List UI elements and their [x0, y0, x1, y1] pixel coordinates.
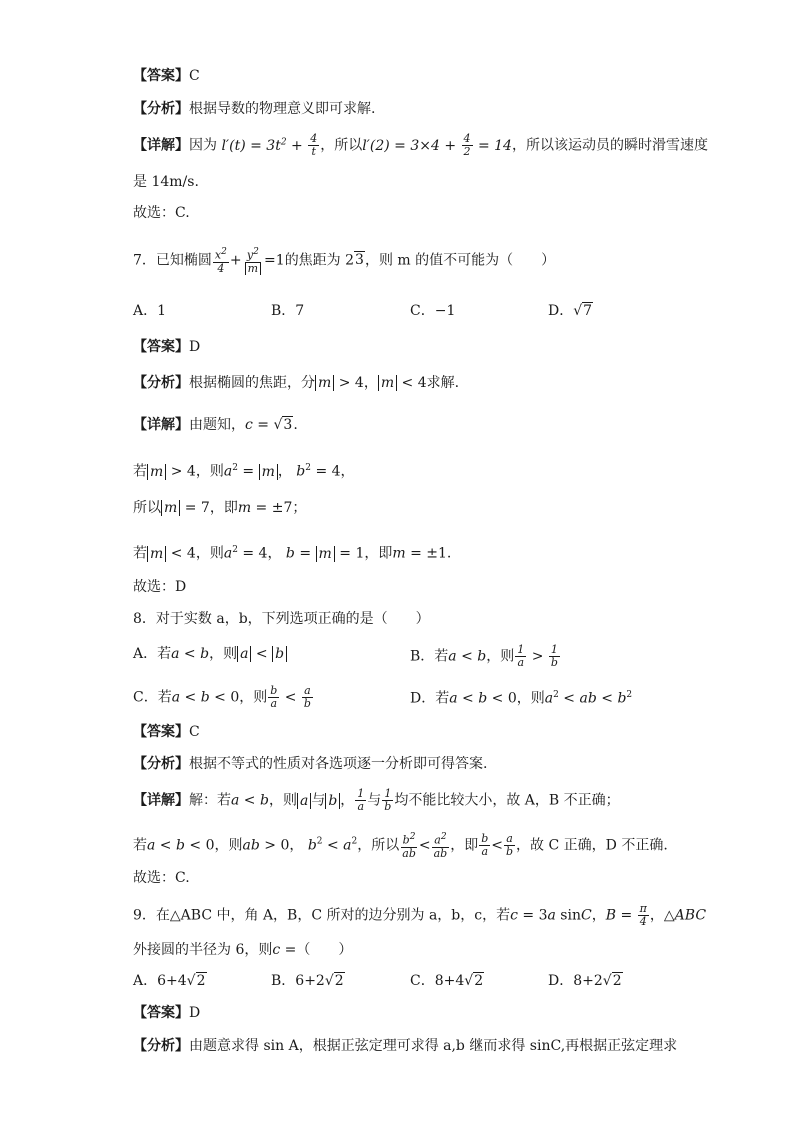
formula: l′(2) = 3×4 + $\frac{4}{2}$ = 14	[362, 132, 512, 159]
answer-value: C	[189, 724, 200, 740]
q7-analysis-line: 【分析】根据椭圆的焦距，分 m > 4， m < 4求解.	[133, 375, 460, 391]
q8-option-a: A．若a < b，则 a < b	[133, 644, 287, 664]
q8-answer-line: 【答案】C	[133, 724, 200, 740]
q9-stem-line-2: 外接圆的半径为 6，则c =（ ）	[133, 942, 353, 958]
detail-tag: 【详解】	[133, 137, 189, 154]
q8-option-c: C．若a < b < 0，则 $\frac{b}{a}$ < $\frac{a}{b}$	[133, 684, 311, 710]
q7-option-a: A．1	[133, 303, 167, 319]
q9-answer-line: 【答案】D	[133, 1005, 201, 1021]
q8-analysis-line: 【分析】根据不等式的性质对各选项逐一分析即可得答案.	[133, 756, 488, 772]
q8-option-d: D．若a < b < 0，则$a^2$ < ab < $b^2$	[410, 690, 633, 707]
q6-answer-line	[133, 66, 200, 86]
q7-detail-line: 【详解】由题知，c = √3.	[133, 417, 298, 433]
q8-stem: 8．对于实数 a，b，下列选项正确的是（ ）	[133, 611, 430, 627]
q7-answer-line: 【答案】D	[133, 339, 201, 355]
q9-option-a: A．6+4√2	[133, 973, 206, 989]
answer-value: D	[189, 1005, 201, 1021]
q9-option-c: C．8+4√2	[410, 973, 484, 989]
q8-conclusion: 故选：C.	[133, 870, 190, 886]
q8-detail-line: 【详解】解：若a < b，则 a 与 b ， $\frac{1}{a}$ 与 $\frac{1}{b}$ 均不能比较大小，故 A，B 不正确；	[133, 787, 620, 813]
formula: $l'(t) = 3t^2$ + $\frac{4}{t}$	[221, 132, 318, 159]
q6-conclusion: 故选：C.	[133, 205, 190, 221]
q6-detail-line-2: 是 14m/s.	[133, 174, 199, 190]
q9-option-d: D．8+2√2	[548, 973, 622, 989]
q7-option-c: C．−1	[410, 303, 456, 319]
formula: $\frac{x^2}{4}$	[214, 247, 227, 275]
q7-detail-line-2: 若 m > 4，则$a^2 = m$ ， $b^2 = 4$，	[133, 463, 355, 480]
q7-option-b: B．7	[271, 303, 305, 319]
q8-option-b: B．若a < b，则 $\frac{1}{a}$ > $\frac{1}{b}$	[410, 643, 558, 669]
q9-analysis-line: 【分析】由题意求得 sin A，根据正弦定理可求得 a,b 继而求得 sinC,再根据正弦定理求	[133, 1038, 678, 1054]
q9-stem: 9．在△ABC 中，角 A，B，C 所对的边分别为 a，b，c，若c = 3a sinC，B = $\frac{\pi}{4}$ ，△ABC	[133, 902, 707, 928]
q6-detail-line: 【详解】因为 $l'(t) = 3t^2$ + $\frac{4}{t}$ ，所以l′(2) = 3×4 + $\frac{4}{2}$ = 14，所以该运动员的瞬时滑雪速度	[133, 132, 708, 159]
q7-conclusion: 故选：D	[133, 579, 187, 595]
analysis-tag: 【分析】	[133, 101, 189, 117]
q7-option-d: D．√7	[548, 303, 593, 319]
q7-detail-line-4: 若 m < 4，则$a^2 = 4$， b = m = 1，即m = ±1.	[133, 545, 452, 562]
q9-option-b: B．6+2√2	[271, 973, 344, 989]
analysis-text: 根据导数的物理意义即可求解.	[189, 101, 376, 117]
answer-value: C	[189, 68, 200, 84]
q7-stem: 7．已知椭圆 $\frac{x^2}{4}$ + $\frac{y^2}{m}$ =1的焦距为 23，则 m 的值不可能为（ ）	[133, 247, 556, 275]
q6-analysis-line	[133, 99, 375, 119]
q7-detail-line-3: 所以 m = 7，即m = ±7；	[133, 500, 307, 516]
q8-detail-line-2: 若a < b < 0，则ab > 0， $b^2 < a^2$，所以 $\frac{b^2}{ab}$ < $\frac{a^2}{ab}$ ，即 $\frac{b}{a}$ < $\frac{a}{b}$ ，故 C 正确，D 不正确.	[133, 831, 668, 860]
answer-value: D	[189, 339, 201, 355]
answer-tag: 【答案】	[133, 68, 189, 84]
